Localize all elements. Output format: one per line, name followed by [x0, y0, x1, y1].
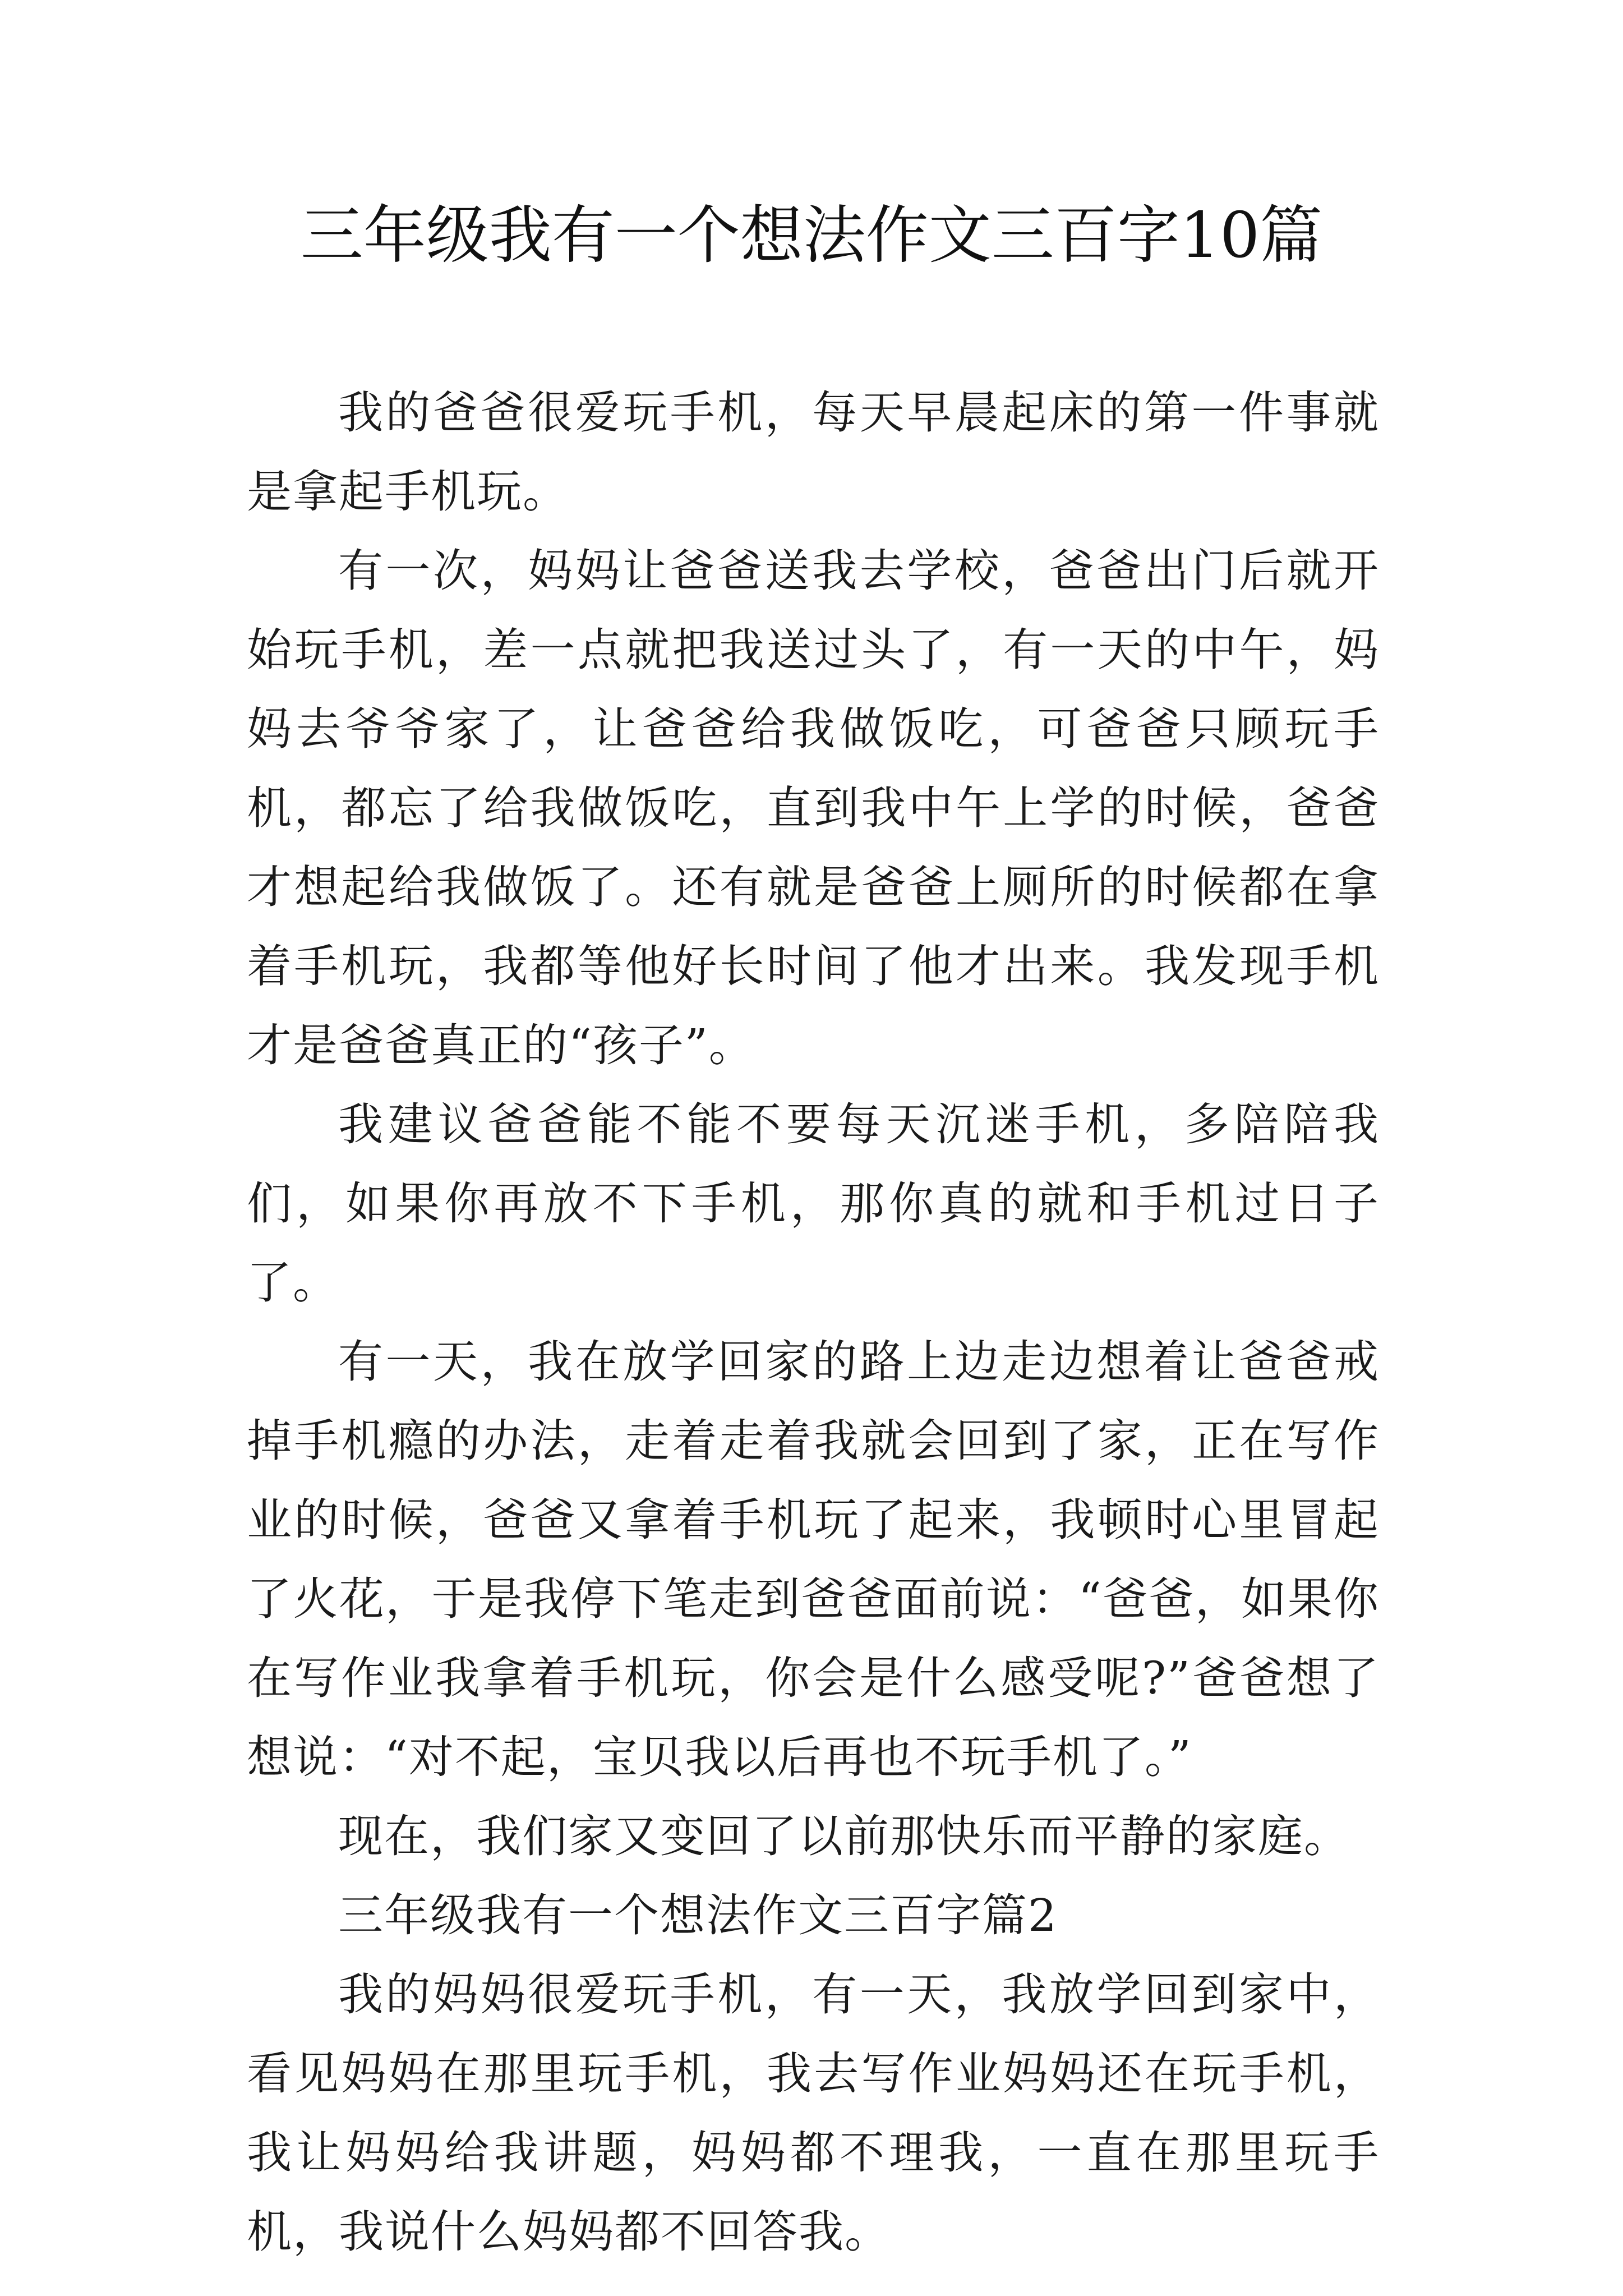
- document-body: [247, 373, 1380, 2271]
- section-heading: 三年级我有一个想法作文三百字篇2: [338, 1889, 1058, 1941]
- paragraph: 我的妈妈很爱玩手机，有一天，我放学回到家中，看见妈妈在那里玩手机，我去写作业妈妈还在玩手机，我让妈妈给我讲题，妈妈都不理我，一直在那里玩手机，我说什么妈妈都不回答我。: [247, 1968, 1380, 2258]
- document-title: 三年级我有一个想法作文三百字10篇: [300, 199, 1323, 272]
- paragraph: 有一天，我在放学回家的路上边走边想着让爸爸戒掉手机瘾的办法，走着走着我就会回到了家，正在写作业的时候，爸爸又拿着手机玩了起来，我顿时心里冒起了火花，于是我停下笔走到爸爸面前说：“爸爸，如果你在写作业我拿着手机玩，你会是什么感受呢?”爸爸想了想说：“对不起，宝贝我以后再也不玩手机了。”: [247, 1336, 1380, 1783]
- paragraph: 有一次，妈妈让爸爸送我去学校，爸爸出门后就开始玩手机，差一点就把我送过头了，有一天的中午，妈妈去爷爷家了，让爸爸给我做饭吃，可爸爸只顾玩手机，都忘了给我做饭吃，直到我中午上学的时候，爸爸才想起给我做饭了。还有就是爸爸上厕所的时候都在拿着手机玩，我都等他好长时间了他才出来。我发现手机才是爸爸真正的“孩子”。: [247, 545, 1380, 1071]
- paragraph: 我的爸爸很爱玩手机，每天早晨起床的第一件事就是拿起手机玩。: [247, 386, 1380, 518]
- paragraph: 现在，我们家又变回了以前那快乐而平静的家庭。: [338, 1810, 1350, 1862]
- paragraph: 我建议爸爸能不能不要每天沉迷手机，多陪陪我们，如果你再放不下手机，那你真的就和手机过日子了。: [247, 1098, 1380, 1309]
